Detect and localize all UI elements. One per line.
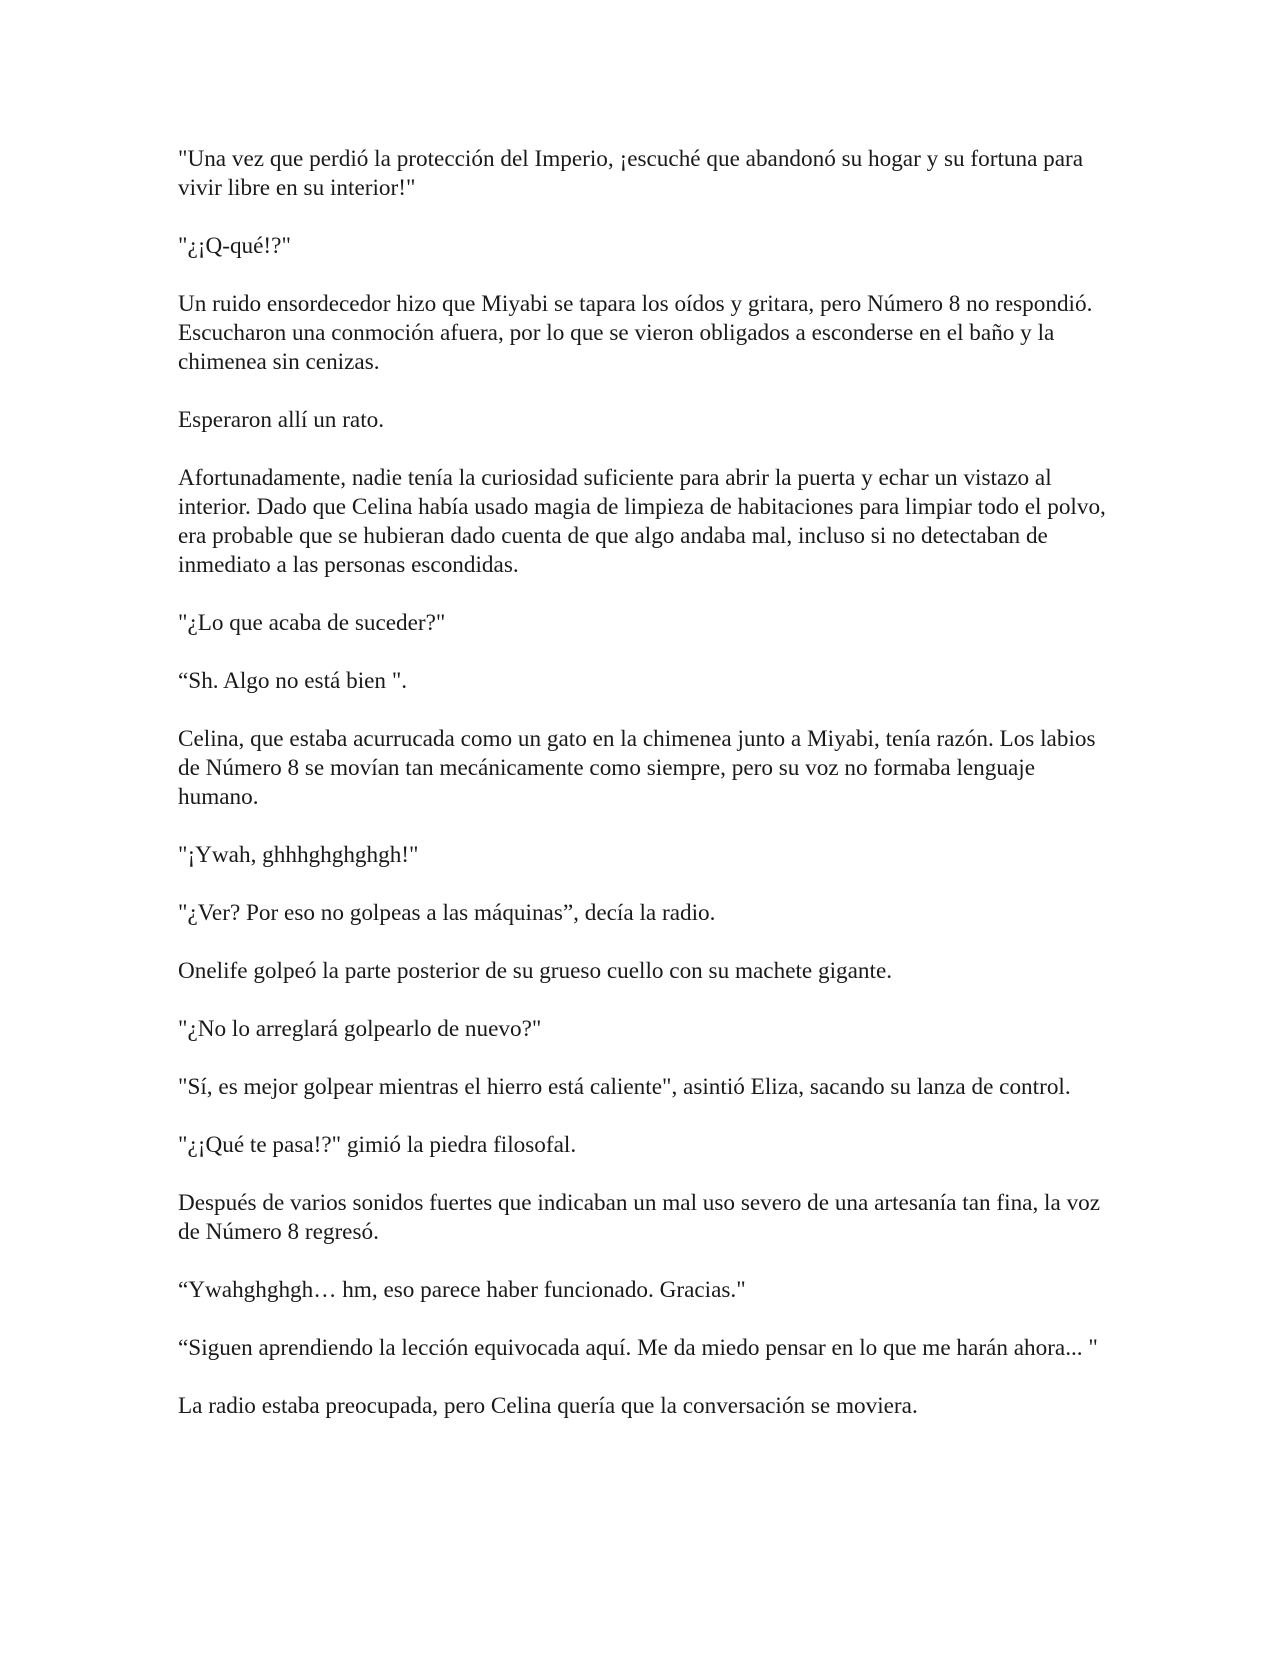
paragraph-2: "¿¡Q-qué!?": [178, 233, 291, 259]
paragraph-17: “Siguen aprendiendo la lección equivocada aquí. Me da miedo pensar en lo que me harán ahora... ": [178, 1335, 1098, 1361]
paragraph-3: Un ruido ensordecedor hizo que Miyabi se tapara los oídos y gritara, pero Número 8 no respondió. Escucharon una conmoción afuera, por lo que se vieron obligados a esconderse en el baño y la chimenea sin cenizas.: [178, 291, 1093, 375]
paragraph-6: "¿Lo que acaba de suceder?": [178, 610, 446, 636]
paragraph-18: La radio estaba preocupada, pero Celina quería que la conversación se moviera.: [178, 1393, 918, 1419]
paragraph-12: "¿No lo arreglará golpearlo de nuevo?": [178, 1016, 542, 1042]
paragraph-8: Celina, que estaba acurrucada como un gato en la chimenea junto a Miyabi, tenía razón. Los labios de Número 8 se movían tan mecánicamente como siempre, pero su voz no formaba lenguaje humano.: [178, 726, 1096, 810]
paragraph-16: “Ywahghghgh… hm, eso parece haber funcionado. Gracias.": [178, 1277, 746, 1303]
paragraph-4: Esperaron allí un rato.: [178, 407, 385, 433]
body-text: [178, 145, 1113, 1450]
paragraph-11: Onelife golpeó la parte posterior de su grueso cuello con su machete gigante.: [178, 958, 893, 984]
paragraph-7: “Sh. Algo no está bien ".: [178, 668, 408, 694]
paragraph-9: "¡Ywah, ghhhghghghgh!": [178, 842, 419, 868]
paragraph-5: Afortunadamente, nadie tenía la curiosidad suficiente para abrir la puerta y echar un vistazo al interior. Dado que Celina había usado magia de limpieza de habitaciones para limpiar todo el polvo, era probable que se hubieran dado cuenta de que algo andaba mal, incluso si no detectaban de inmediato a las personas escondidas.: [178, 465, 1106, 578]
paragraph-13: "Sí, es mejor golpear mientras el hierro está caliente", asintió Eliza, sacando su lanza de control.: [178, 1074, 1071, 1100]
paragraph-14: "¿¡Qué te pasa!?" gimió la piedra filosofal.: [178, 1132, 577, 1158]
paragraph-1: "Una vez que perdió la protección del Imperio, ¡escuché que abandonó su hogar y su fortuna para vivir libre en su interior!": [178, 146, 1084, 201]
paragraph-15: Después de varios sonidos fuertes que indicaban un mal uso severo de una artesanía tan fina, la voz de Número 8 regresó.: [178, 1190, 1101, 1245]
paragraph-10: "¿Ver? Por eso no golpeas a las máquinas”, decía la radio.: [178, 900, 716, 926]
